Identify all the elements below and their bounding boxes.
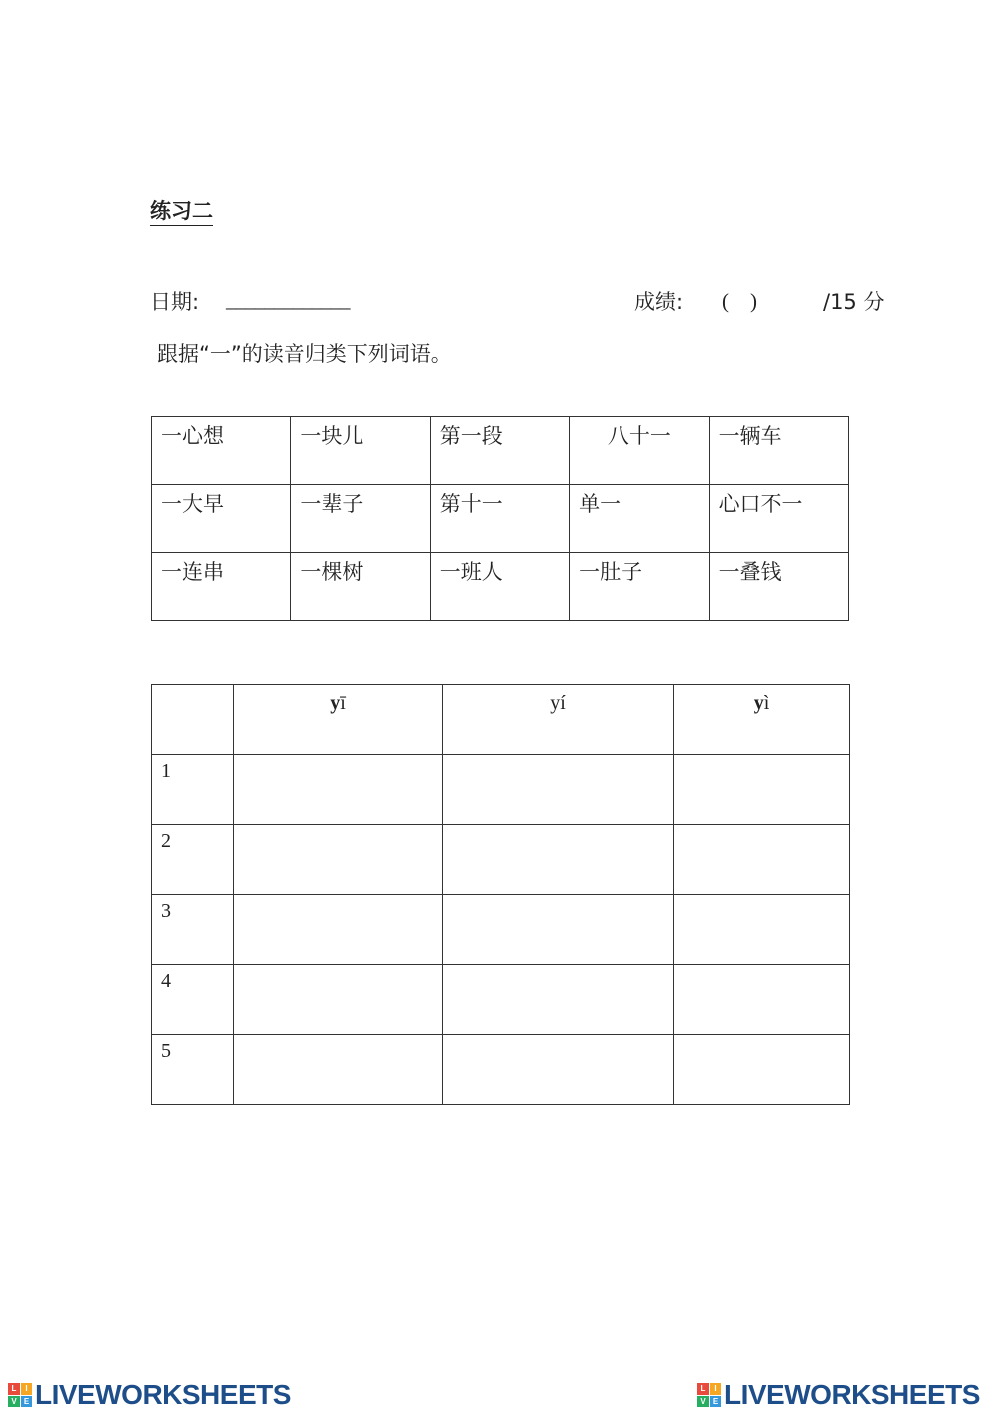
date-blank[interactable]: _____________	[226, 288, 350, 312]
liveworksheets-mark-icon	[697, 1383, 721, 1407]
mark-letter: I	[21, 1383, 33, 1395]
answer-row	[152, 1035, 850, 1105]
liveworksheets-logo-right	[697, 1380, 980, 1410]
word-cell: 一叠钱	[709, 553, 848, 621]
answer-cell-yi2[interactable]	[443, 895, 674, 965]
liveworksheets-logo-left	[8, 1380, 291, 1410]
answer-cell-yi2[interactable]	[443, 755, 674, 825]
row-number: 5	[152, 1035, 234, 1105]
answer-cell-yi4[interactable]	[674, 895, 850, 965]
answer-header-row	[152, 685, 850, 755]
answer-cell-yi1[interactable]	[234, 1035, 443, 1105]
word-cell: 单一	[570, 485, 709, 553]
answer-cell-yi1[interactable]	[234, 825, 443, 895]
answer-table	[151, 684, 850, 1105]
score-blank: ( )	[722, 289, 757, 313]
row-number: 2	[152, 825, 234, 895]
word-cell: 一肚子	[570, 553, 709, 621]
word-cell: 一辆车	[709, 417, 848, 485]
mark-letter: V	[8, 1396, 20, 1408]
logo-text: LIVEWORKSHEETS	[35, 1379, 291, 1410]
header-yi4: yì	[674, 685, 850, 755]
worksheet-title: 练习二	[150, 198, 213, 226]
word-row	[152, 553, 849, 621]
mark-letter: V	[697, 1396, 709, 1408]
answer-row	[152, 825, 850, 895]
answer-cell-yi1[interactable]	[234, 755, 443, 825]
mark-letter: L	[8, 1383, 20, 1395]
answer-corner-cell	[152, 685, 234, 755]
answer-cell-yi2[interactable]	[443, 825, 674, 895]
word-cell: 一班人	[430, 553, 569, 621]
word-row	[152, 417, 849, 485]
answer-cell-yi1[interactable]	[234, 965, 443, 1035]
date-label: 日期:	[150, 290, 200, 314]
answer-cell-yi2[interactable]	[443, 965, 674, 1035]
logo-text: LIVEWORKSHEETS	[724, 1379, 980, 1410]
answer-row	[152, 895, 850, 965]
answer-cell-yi4[interactable]	[674, 825, 850, 895]
word-cell: 一块儿	[291, 417, 430, 485]
word-cell: 一棵树	[291, 553, 430, 621]
word-cell: 一辈子	[291, 485, 430, 553]
header-yi1: yī	[234, 685, 443, 755]
row-number: 1	[152, 755, 234, 825]
row-number: 3	[152, 895, 234, 965]
score-label: 成绩:	[634, 290, 684, 314]
answer-cell-yi2[interactable]	[443, 1035, 674, 1105]
liveworksheets-mark-icon	[8, 1383, 32, 1407]
word-cell: 心口不一	[709, 485, 848, 553]
score-total: /15 分	[823, 290, 885, 314]
row-number: 4	[152, 965, 234, 1035]
word-cell: 一连串	[152, 553, 291, 621]
header-yi2: yí	[443, 685, 674, 755]
answer-cell-yi4[interactable]	[674, 755, 850, 825]
answer-cell-yi1[interactable]	[234, 895, 443, 965]
word-cell: 一大早	[152, 485, 291, 553]
answer-cell-yi4[interactable]	[674, 965, 850, 1035]
mark-letter: I	[710, 1383, 722, 1395]
word-cell: 第十一	[430, 485, 569, 553]
mark-letter: L	[697, 1383, 709, 1395]
mark-letter: E	[21, 1396, 33, 1408]
word-table	[151, 416, 849, 621]
word-cell: 第一段	[430, 417, 569, 485]
answer-row	[152, 755, 850, 825]
word-cell: 八十一	[570, 417, 709, 485]
word-row	[152, 485, 849, 553]
word-cell: 一心想	[152, 417, 291, 485]
instruction-text: 跟据“一”的读音归类下列词语。	[157, 342, 452, 366]
answer-row	[152, 965, 850, 1035]
mark-letter: E	[710, 1396, 722, 1408]
answer-cell-yi4[interactable]	[674, 1035, 850, 1105]
